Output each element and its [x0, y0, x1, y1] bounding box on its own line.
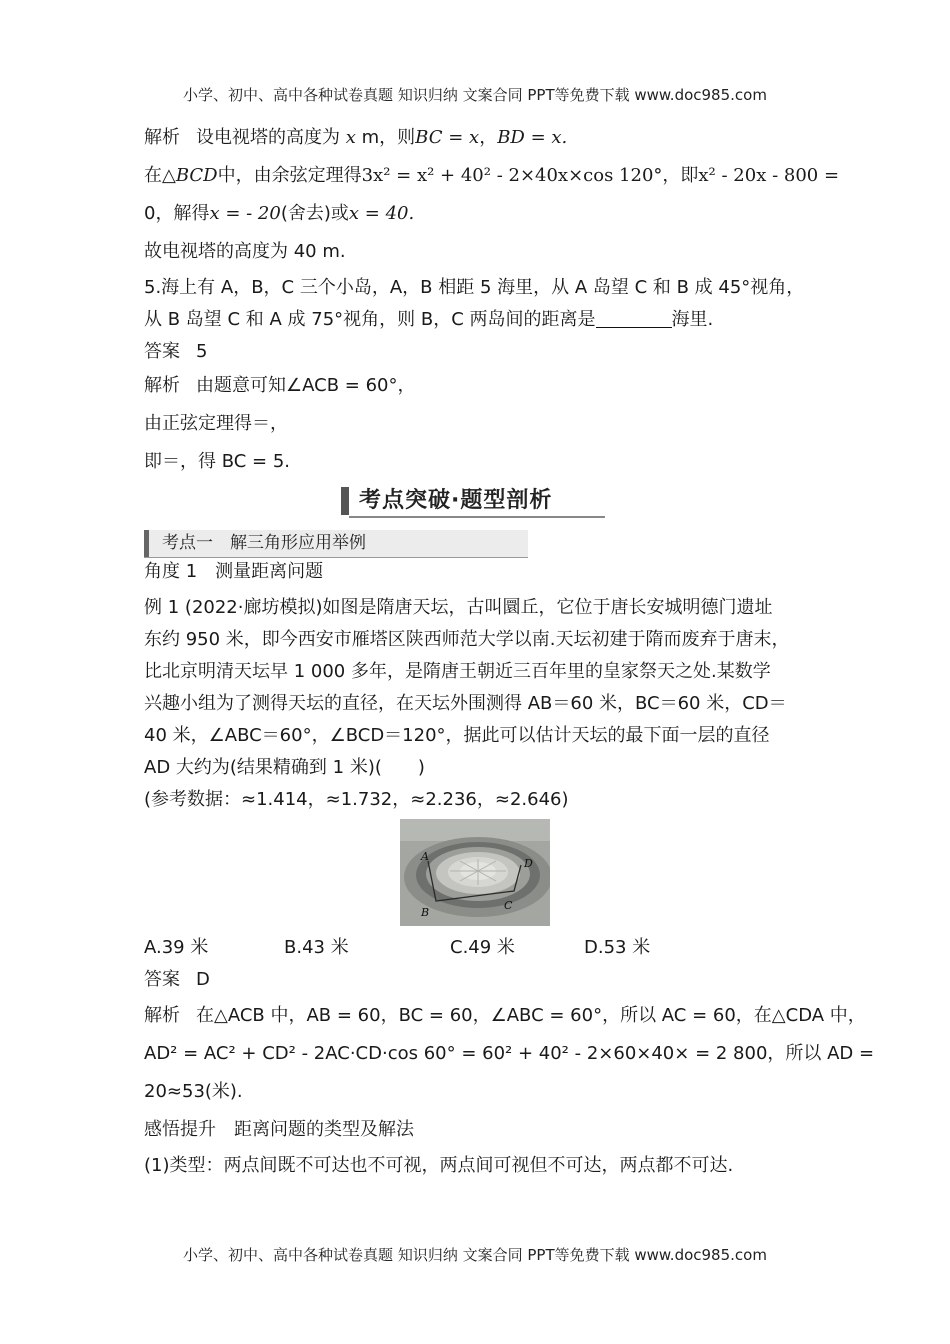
example-analysis-line1: 解析 在△ACB 中，AB = 60，BC = 60，∠ABC = 60°，所以 AC = 60，在△CDA 中，	[144, 1005, 866, 1026]
page-header: 小学、初中、高中各种试卷真题 知识归纳 文案合同 PPT等免费下载 www.doc985.com	[183, 86, 767, 104]
example-source: (2022·廊坊模拟)	[184, 597, 323, 618]
prev-solution-line2: 在△BCD中，由余弦定理得3x² = x² + 40² - 2×40x×cos 120°，即x² - 20x - 800 =	[144, 165, 840, 186]
kaodian-heading	[144, 530, 528, 557]
example-line2: 东约 950 米，即今西安市雁塔区陕西师范大学以南.天坛初建于隋而废弃于唐末，	[144, 629, 790, 650]
example-line6: AD 大约为(结果精确到 1 米)( )	[144, 757, 425, 778]
banner-accent-bar	[341, 487, 349, 515]
section-title: 考点突破·题型剖析	[359, 488, 553, 513]
problem5-answer: 答案 5	[144, 341, 208, 362]
cosine-equation: 3x² = x² + 40² - 2×40x×cos 120°	[361, 165, 663, 186]
example-analysis-line2: AD² = AC² + CD² - 2AC·CD·cos 60° = 60² + 40² - 2×60×40× = 2 800，所以 AD =	[144, 1043, 875, 1064]
problem5-analysis-line1: 解析 由题意可知∠ACB = 60°，	[144, 375, 416, 396]
example-analysis-line3: 20≈53(米).	[144, 1081, 243, 1102]
reference-data: (参考数据：≈1.414，≈1.732，≈2.236，≈2.646)	[144, 789, 569, 810]
problem5-line2: 从 B 岛望 C 和 A 成 75°视角，则 B，C 两岛间的距离是 海里.	[144, 309, 714, 330]
angle-heading: 角度 1 测量距离问题	[144, 561, 324, 582]
example-line4: 兴趣小组为了测得天坛的直径，在天坛外围测得 AB＝60 米，BC＝60 米，CD＝	[144, 693, 787, 714]
answer-blank	[596, 309, 672, 328]
page-footer: 小学、初中、高中各种试卷真题 知识归纳 文案合同 PPT等免费下载 www.doc985.com	[183, 1246, 767, 1264]
section-banner	[341, 484, 605, 518]
photo-label-a: A	[421, 850, 429, 863]
option-a: A.39 米	[144, 937, 209, 958]
analysis-label: 解析	[144, 127, 180, 148]
photo-label-c: C	[504, 899, 513, 912]
prev-solution-line1: 解析 设电视塔的高度为 x m，则BC = x，BD = x.	[144, 127, 568, 148]
problem5-analysis-line2: 由正弦定理得＝，	[144, 413, 288, 434]
example-line5: 40 米，∠ABC＝60°，∠BCD＝120°，据此可以估计天坛的最下面一层的直径	[144, 725, 770, 746]
banner-underline	[349, 516, 605, 518]
insight-title: 感悟提升 距离问题的类型及解法	[144, 1119, 414, 1140]
problem5-line1: 5.海上有 A，B，C 三个小岛，A，B 相距 5 海里，从 A 岛望 C 和 B 成 45°视角，	[144, 277, 805, 298]
photo-label-d: D	[524, 857, 533, 870]
example-line1: 例 1 (2022·廊坊模拟)如图是隋唐天坛，古叫圜丘，它位于唐长安城明德门遗址	[144, 597, 773, 618]
altar-photo	[400, 819, 550, 926]
example-label: 例 1	[144, 597, 180, 618]
kaodian-accent-bar	[144, 530, 149, 557]
quadratic-equation: x² - 20x - 800 =	[698, 165, 840, 186]
example-line3: 比北京明清天坛早 1 000 多年，是隋唐王朝近三百年里的皇家祭天之处.某数学	[144, 661, 771, 682]
kaodian-underline	[144, 557, 528, 558]
prev-solution-conclusion: 故电视塔的高度为 40 m.	[144, 241, 346, 262]
option-c: C.49 米	[450, 937, 515, 958]
option-d: D.53 米	[584, 937, 651, 958]
prev-solution-line3: 0，解得x = - 20(舍去)或x = 40.	[144, 203, 415, 224]
photo-label-b: B	[421, 906, 430, 919]
insight-item1: (1)类型：两点间既不可达也不可视，两点间可视但不可达，两点都不可达.	[144, 1155, 734, 1176]
kaodian-title: 考点一 解三角形应用举例	[162, 533, 366, 553]
problem5-analysis-line3: 即＝，得 BC = 5.	[144, 451, 291, 472]
example-answer: 答案 D	[144, 969, 210, 990]
option-b: B.43 米	[284, 937, 349, 958]
